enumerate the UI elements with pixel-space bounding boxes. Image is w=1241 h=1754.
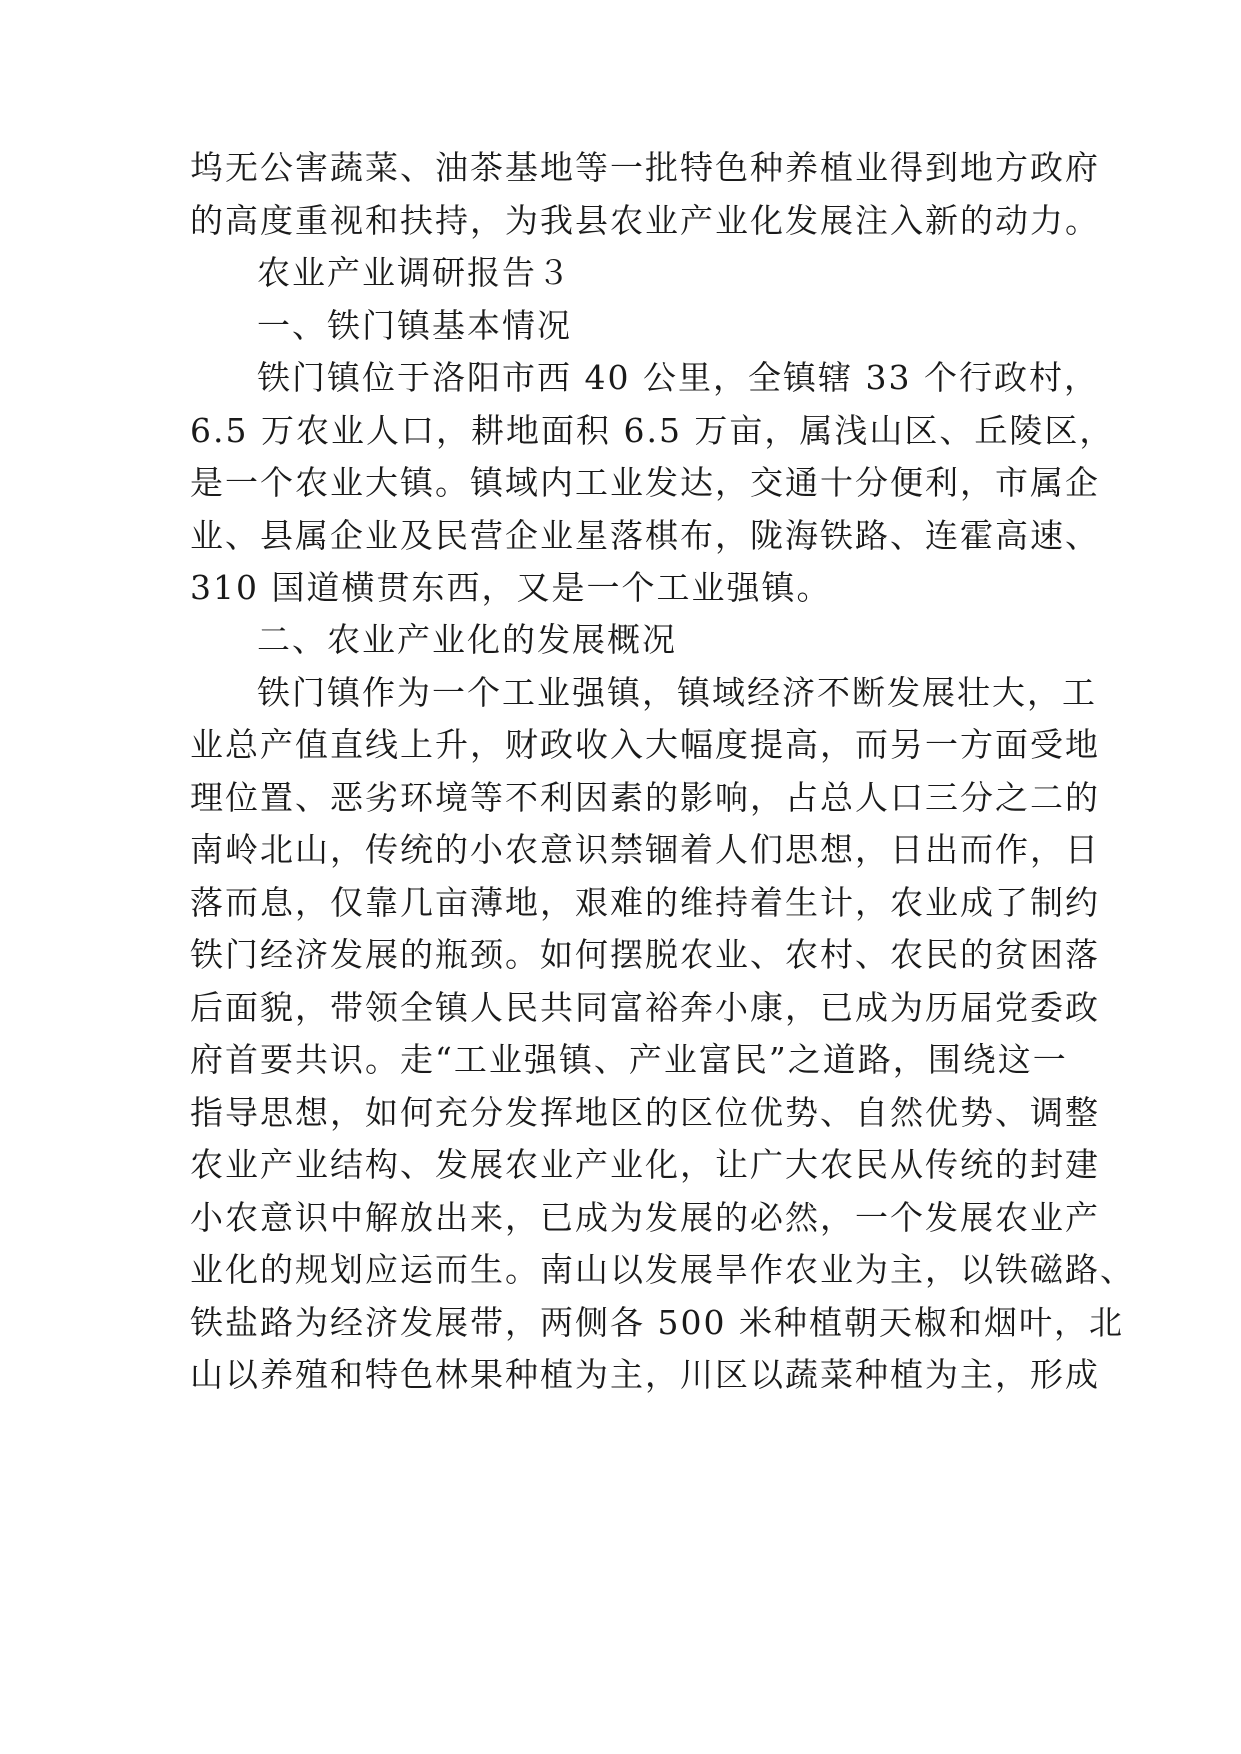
body-text-line: 铁盐路为经济发展带，两侧各 500 米种植朝天椒和烟叶，北 xyxy=(190,1303,1124,1342)
body-text-line: 是一个农业大镇。镇域内工业发达，交通十分便利，市属企 xyxy=(190,463,1100,502)
report-title: 农业产业调研报告３ xyxy=(257,253,572,292)
paragraph-first-line: 铁门镇作为一个工业强镇，镇域经济不断发展壮大，工 xyxy=(257,673,1097,712)
body-text-line: 铁门经济发展的瓶颈。如何摆脱农业、农村、农民的贫困落 xyxy=(190,935,1100,974)
body-text-line: 南岭北山，传统的小农意识禁锢着人们思想，日出而作，日 xyxy=(190,830,1100,869)
body-text-line: 指导思想，如何充分发挥地区的区位优势、自然优势、调整 xyxy=(190,1093,1100,1132)
body-text-line: 山以养殖和特色林果种植为主，川区以蔬菜种植为主，形成 xyxy=(190,1355,1100,1394)
body-text-line: 后面貌，带领全镇人民共同富裕奔小康，已成为历届党委政 xyxy=(190,988,1100,1027)
body-text-line: 小农意识中解放出来，已成为发展的必然，一个发展农业产 xyxy=(190,1198,1100,1237)
body-text-line: 的高度重视和扶持，为我县农业产业化发展注入新的动力。 xyxy=(190,201,1100,240)
body-text-line: 落而息，仅靠几亩薄地，艰难的维持着生计，农业成了制约 xyxy=(190,883,1100,922)
paragraph-first-line: 铁门镇位于洛阳市西 40 公里，全镇辖 33 个行政村， xyxy=(257,358,1099,397)
body-text-line: 理位置、恶劣环境等不利因素的影响，占总人口三分之二的 xyxy=(190,778,1100,817)
section-heading-2: 二、农业产业化的发展概况 xyxy=(257,620,677,659)
body-text-line: 坞无公害蔬菜、油茶基地等一批特色种养植业得到地方政府 xyxy=(190,148,1100,187)
body-text-line: 业化的规划应运而生。南山以发展旱作农业为主，以铁磁路、 xyxy=(190,1250,1135,1289)
body-text-line: 农业产业结构、发展农业产业化，让广大农民从传统的封建 xyxy=(190,1145,1100,1184)
body-text-line: 业、县属企业及民营企业星落棋布，陇海铁路、连霍高速、 xyxy=(190,516,1100,555)
body-text-line: 6.5 万农业人口，耕地面积 6.5 万亩，属浅山区、丘陵区， xyxy=(190,411,1115,450)
body-text-line: 府首要共识。走“工业强镇、产业富民”之道路，围绕这一 xyxy=(190,1040,1068,1079)
body-text-line: 业总产值直线上升，财政收入大幅度提高，而另一方面受地 xyxy=(190,725,1100,764)
section-heading-1: 一、铁门镇基本情况 xyxy=(257,306,572,345)
body-text-line: 310 国道横贯东西，又是一个工业强镇。 xyxy=(190,568,832,607)
